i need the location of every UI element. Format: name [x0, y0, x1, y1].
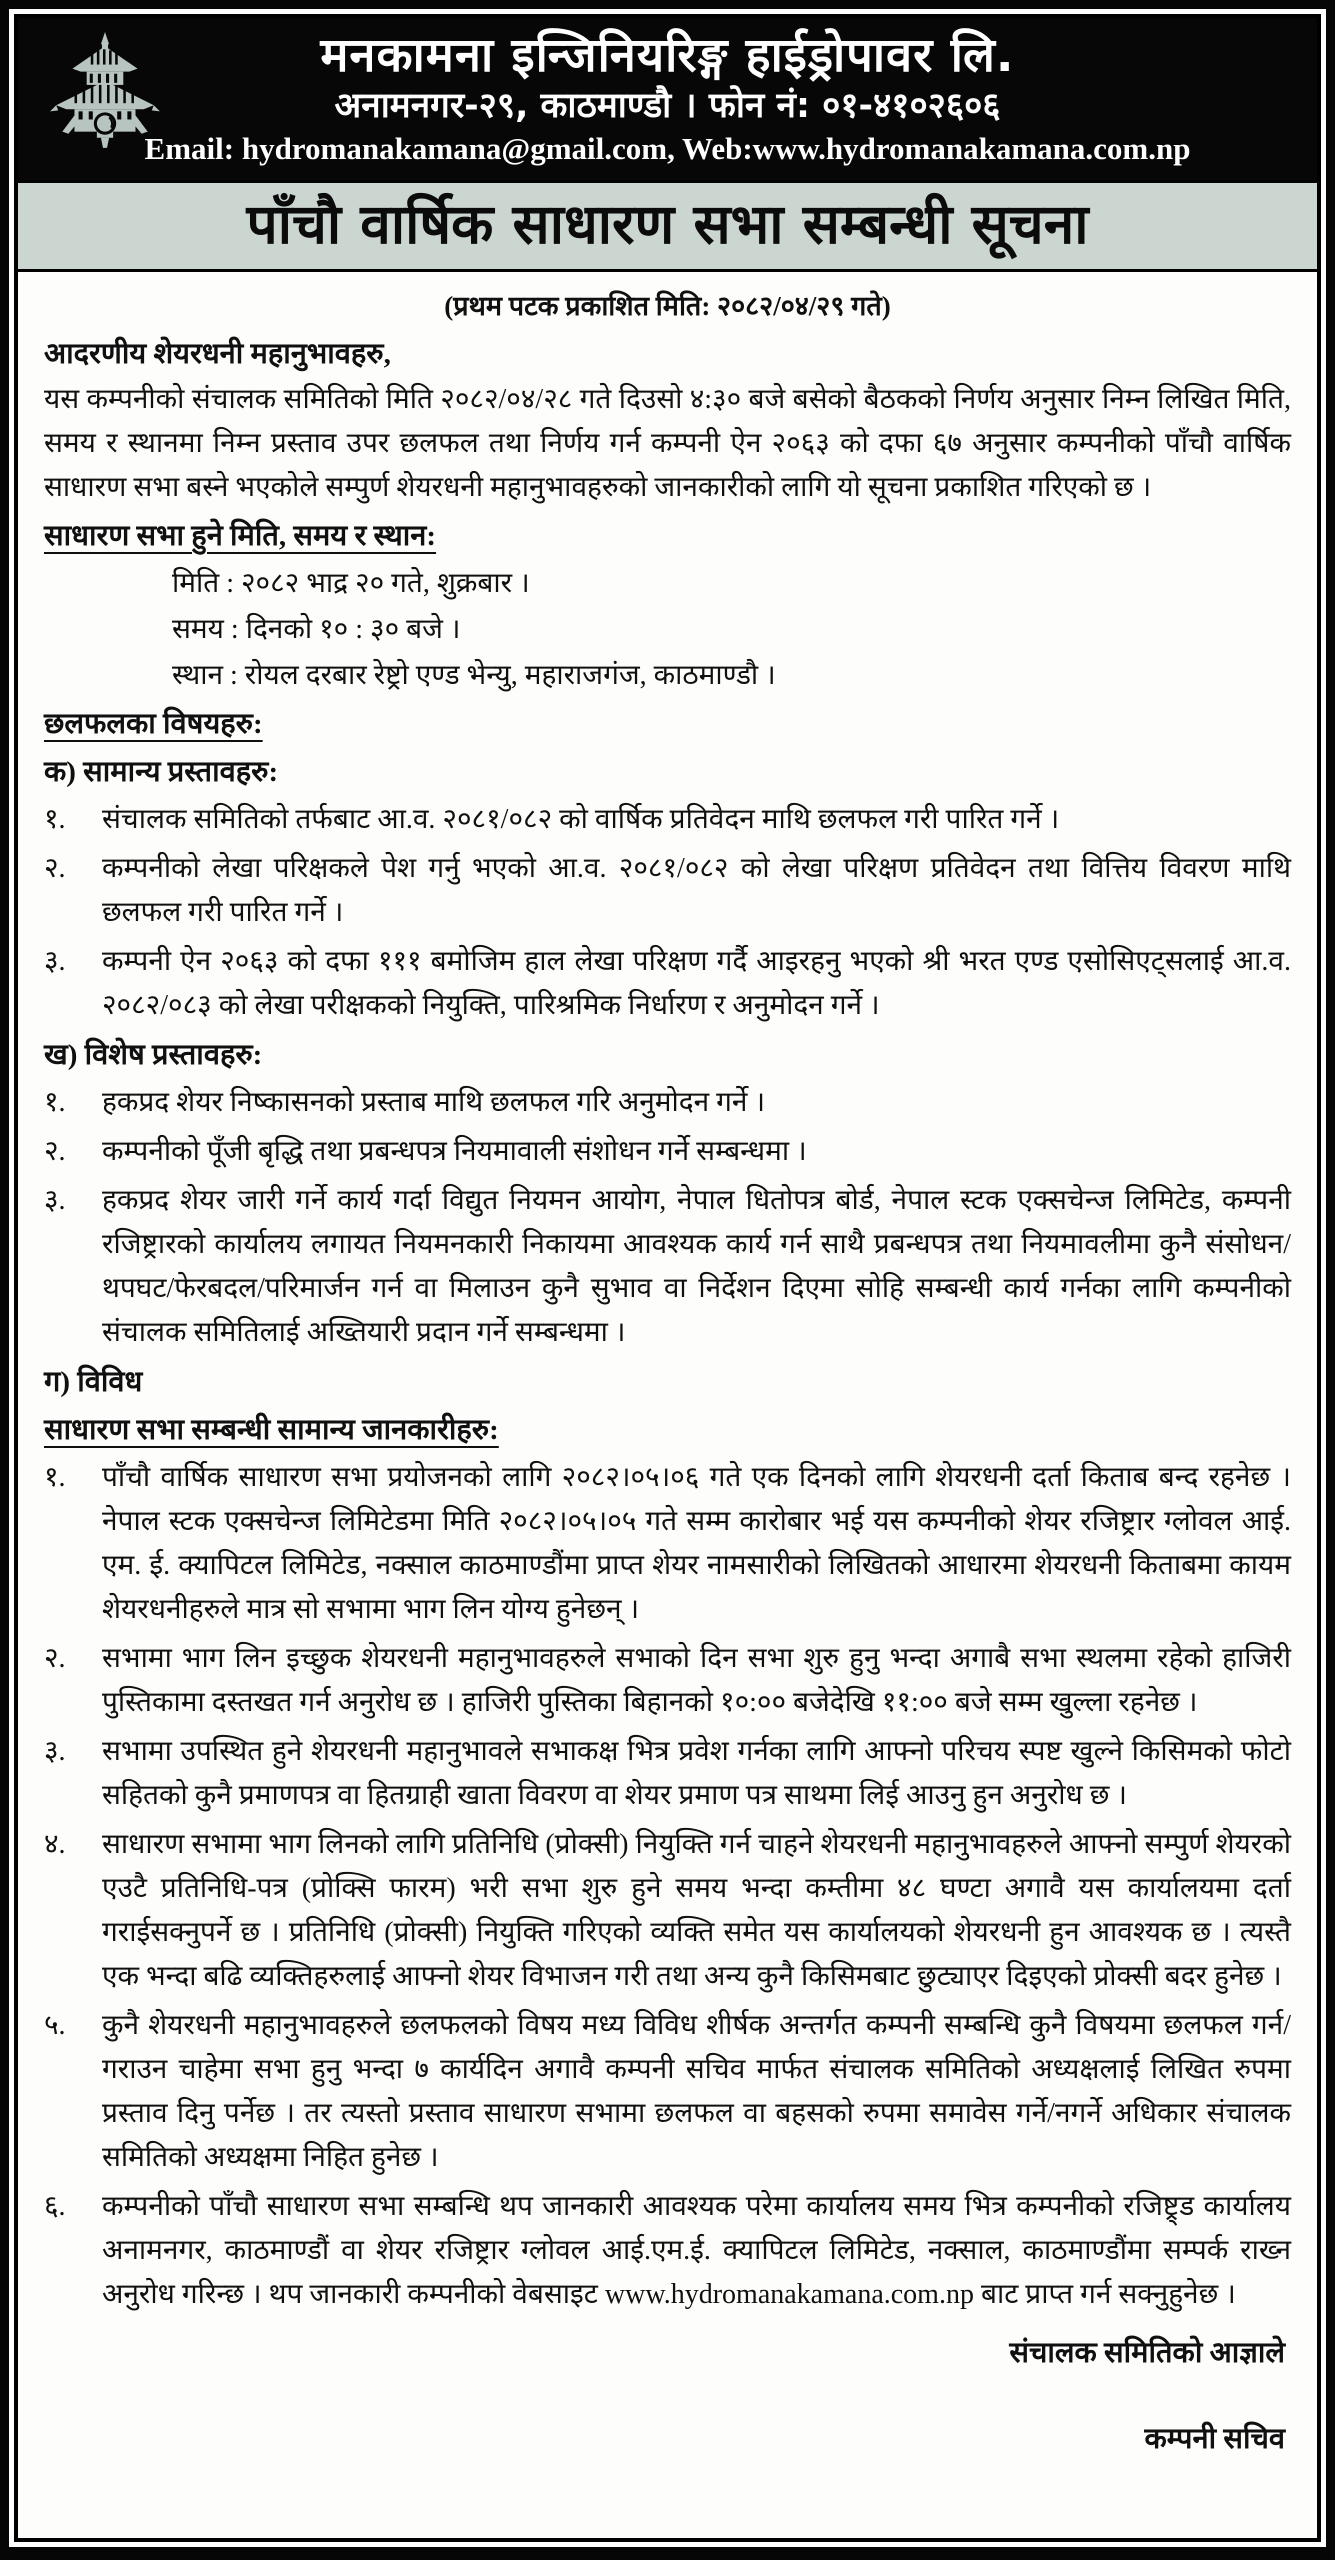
item-text: संचालक समितिको तर्फबाट आ.व. २०८१/०८२ को वार्षिक प्रतिवेदन माथि छलफल गरी पारित गर्ने ।	[102, 804, 1060, 835]
company-name: मनकामना इन्जिनियरिङ्ग हाईड्रोपावर लि.	[320, 28, 1015, 83]
item-text: कम्पनीको लेखा परिक्षकले पेश गर्नु भएको आ.व. २०८१/०८२ को लेखा परिक्षण प्रतिवेदन तथा वित्तिय विवरण माथि छलफल गरी पारित गर्ने ।	[102, 853, 1291, 928]
general-proposals-list	[44, 798, 1291, 1028]
item-number: ३.	[44, 1736, 66, 1767]
proposal-item	[44, 940, 1291, 1028]
special-proposals-list	[44, 1081, 1291, 1355]
item-number: ४.	[44, 1829, 66, 1860]
item-text: पाँचौ वार्षिक साधारण सभा प्रयोजनको लागि २०८२।०५।०६ गते एक दिनको लागि शेयरधनी दर्ता किताब बन्द रहनेछ । नेपाल स्टक एक्सचेन्ज लिमिटेडमा मिति २०८२।०५।०५ गते सम्म कारोबार भई यस कम्पनीको शेयर रजिष्ट्रार ग्लोवल आई. एम. ई. क्यापिटल लिमिटेड, नक्साल काठमाण्डौंमा प्राप्त शेयर नामसारीको लिखितको आधारमा शेयरधनी किताबमा कायम शेयरधनीहरुले मात्र सो सभामा भाग लिन योग्य हुनेछन् ।	[102, 1462, 1291, 1625]
published-date-line: (प्रथम पटक प्रकाशित मिति: २०८२/०४/२९ गते)	[444, 291, 891, 321]
item-text: सभामा भाग लिन इच्छुक शेयरधनी महानुभावहरुले सभाको दिन सभा शुरु हुनु भन्दा अगाबै सभा स्थलमा रहेको हाजिरी पुस्तिकामा दस्तखत गर्न अनुरोध छ । हाजिरी पुस्तिका बिहानको १०:०० बजेदेखि ११:०० बजे सम्म खुल्ला रहनेछ ।	[102, 1643, 1291, 1718]
special-proposals-heading: ख) विशेष प्रस्तावहरु:	[44, 1039, 263, 1071]
item-text: हकप्रद शेयर निष्कासनको प्रस्ताब माथि छलफल गरि अनुमोदन गर्ने ।	[102, 1087, 766, 1118]
item-number: ६.	[44, 2191, 66, 2222]
proposal-item	[44, 1081, 1291, 1125]
notice-title: पाँचौ वार्षिक साधारण सभा सम्बन्धी सूचना	[246, 192, 1089, 256]
intro-paragraph: यस कम्पनीको संचालक समितिको मिति २०८२/०४/२८ गते दिउसो ४:३० बजे बसेको बैठकको निर्णय अनुसार निम्न लिखित मिति, समय र स्थानमा निम्न प्रस्ताव उपर छलफल तथा निर्णय गर्न कम्पनी ऐन २०६३ को दफा ६७ अनुसार कम्पनीको पाँचौ वार्षिक साधारण सभा बस्ने भएकोले सम्पुर्ण शेयरधनी महानुभावहरुको जानकारीको लागि यो सूचना प्रकाशित गरिएको छ ।	[44, 384, 1291, 503]
notice-title-banner	[18, 180, 1317, 272]
manakamana-temple-icon	[44, 30, 166, 152]
general-info-list	[44, 1456, 1291, 2317]
info-item	[44, 2185, 1291, 2317]
info-item	[44, 1456, 1291, 1632]
item-number: ३.	[44, 1185, 66, 1216]
signoff-authority-line: संचालक समितिको आज्ञाले	[1009, 2337, 1285, 2369]
item-text: कुनै शेयरधनी महानुभावहरुले छलफलको विषय मध्य विविध शीर्षक अन्तर्गत कम्पनी सम्बन्धि कुनै विषयमा छलफल गर्न/गराउन चाहेमा सभा हुनु भन्दा ७ कार्यदिन अगावै कम्पनी सचिव मार्फत संचालक समितिको अध्यक्षलाई लिखित रुपमा प्रस्ताव दिनु पर्नेछ । तर त्यस्तो प्रस्ताव साधारण सभामा छलफल वा बहसको रुपमा समावेस गर्ने/नगर्ने अधिकार संचालक समितिको अध्यक्षमा निहित हुनेछ ।	[102, 2010, 1291, 2173]
agenda-heading: छलफलका विषयहरु:	[44, 708, 263, 740]
proposal-item	[44, 847, 1291, 935]
info-item	[44, 1823, 1291, 1999]
signoff-secretary-line: कम्पनी सचिव	[1144, 2423, 1285, 2455]
notice-body	[18, 272, 1317, 2461]
salutation: आदरणीय शेयरधनी महानुभावहरु,	[44, 338, 391, 370]
general-info-heading: साधारण सभा सम्बन्धी सामान्य जानकारीहरु:	[44, 1414, 499, 1446]
item-text: साधारण सभामा भाग लिनको लागि प्रतिनिधि (प्रोक्सी) नियुक्ति गर्न चाहने शेयरधनी महानुभावहरुले आफ्नो सम्पुर्ण शेयरको एउटै प्रतिनिधि-पत्र (प्रोक्सि फारम) भरी सभा शुरु हुने समय भन्दा कम्तीमा ४८ घण्टा अगावै यस कार्यालयमा दर्ता गराईसक्नुपर्ने छ । प्रतिनिधि (प्रोक्सी) नियुक्ति गरिएको व्यक्ति समेत यस कार्यालयको शेयरधनी हुन आवश्यक छ । त्यस्तै एक भन्दा बढि व्यक्तिहरुलाई आफ्नो शेयर विभाजन गरी तथा अन्य कुनै किसिमबाट छुट्याएर दिइएको प्रोक्सी बदर हुनेछ ।	[102, 1829, 1291, 1992]
item-number: ३.	[44, 946, 66, 977]
meeting-venue-line: स्थान : रोयल दरबार रेष्ट्रो एण्ड भेन्यु, महाराजगंज, काठमाण्डौ ।	[172, 660, 776, 691]
item-number: १.	[44, 1462, 66, 1493]
proposal-item	[44, 1179, 1291, 1355]
meeting-time-line: समय : दिनको १० : ३० बजे ।	[172, 614, 461, 645]
item-number: १.	[44, 804, 66, 835]
item-number: २.	[44, 1643, 66, 1674]
item-number: २.	[44, 853, 66, 884]
info-item	[44, 1730, 1291, 1818]
item-text: कम्पनी ऐन २०६३ को दफा १११ बमोजिम हाल लेखा परिक्षण गर्दै आइरहनु भएको श्री भरत एण्ड एसोसिएट्सलाई आ.व. २०८२/०८३ को लेखा परीक्षकको नियुक्ति, पारिश्रमिक निर्धारण र अनुमोदन गर्ने ।	[102, 946, 1291, 1021]
item-text: सभामा उपस्थित हुने शेयरधनी महानुभावले सभाकक्ष भित्र प्रवेश गर्नका लागि आफ्नो परिचय स्पष्ट खुल्ने किसिमको फोटो सहितको कुनै प्रमाणपत्र वा हितग्राही खाता विवरण वा शेयर प्रमाण पत्र साथमा लिई आउनु हुन अनुरोध छ ।	[102, 1736, 1291, 1811]
company-header	[18, 18, 1317, 180]
item-number: ५.	[44, 2010, 66, 2041]
proposal-item	[44, 798, 1291, 842]
item-number: २.	[44, 1136, 66, 1167]
info-item	[44, 2004, 1291, 2180]
meeting-schedule-heading: साधारण सभा हुने मिति, समय र स्थान:	[44, 520, 437, 552]
misc-heading: ग) विविध	[44, 1366, 143, 1398]
proposal-item	[44, 1130, 1291, 1174]
info-item	[44, 1637, 1291, 1725]
item-text: कम्पनीको पाँचौ साधारण सभा सम्बन्धि थप जानकारी आवश्यक परेमा कार्यालय समय भित्र कम्पनीको रजिष्ट्र्ड कार्यालय अनामनगर, काठमाण्डौं वा शेयर रजिष्ट्रार ग्लोवल आई.एम.ई. क्यापिटल लिमिटेड, नक्साल, काठमाण्डौंमा सम्पर्क राख्न अनुरोध गरिन्छ । थप जानकारी कम्पनीको वेबसाइट www.hydromanakamana.com.np बाट प्राप्त गर्न सक्नुहुनेछ ।	[102, 2191, 1291, 2310]
company-address: अनामनगर-२९, काठमाण्डौ । फोन नं: ०१-४१०२६०६	[334, 86, 1001, 126]
company-contact: Email: hydromanakamana@gmail.com, Web:www.hydromanakamana.com.np	[144, 131, 1191, 166]
page-gutter	[9, 9, 1326, 2547]
item-text: कम्पनीको पूँजी बृद्धि तथा प्रबन्धपत्र नियमावाली संशोधन गर्ने सम्बन्धमा ।	[102, 1136, 807, 1167]
page-frame	[14, 14, 1321, 2542]
item-text: हकप्रद शेयर जारी गर्ने कार्य गर्दा विद्युत नियमन आयोग, नेपाल धितोपत्र बोर्ड, नेपाल स्टक एक्सचेन्ज लिमिटेड, कम्पनी रजिष्ट्रारको कार्यालय लगायत नियमनकारी निकायमा आवश्यक कार्य गर्न साथै प्रबन्धपत्र तथा नियमावलीमा कुनै संसोधन/थपघट/फेरबदल/परिमार्जन गर्न वा मिलाउन कुनै सुभाव वा निर्देशन दिएमा सोहि सम्बन्धी कार्य गर्नका लागि कम्पनीको संचालक समितिलाई अख्तियारी प्रदान गर्ने सम्बन्धमा ।	[102, 1185, 1291, 1348]
meeting-date-line: मिति : २०८२ भाद्र २० गते, शुक्रबार ।	[172, 568, 530, 599]
general-proposals-heading: क) सामान्य प्रस्तावहरु:	[44, 756, 279, 788]
item-number: १.	[44, 1087, 66, 1118]
